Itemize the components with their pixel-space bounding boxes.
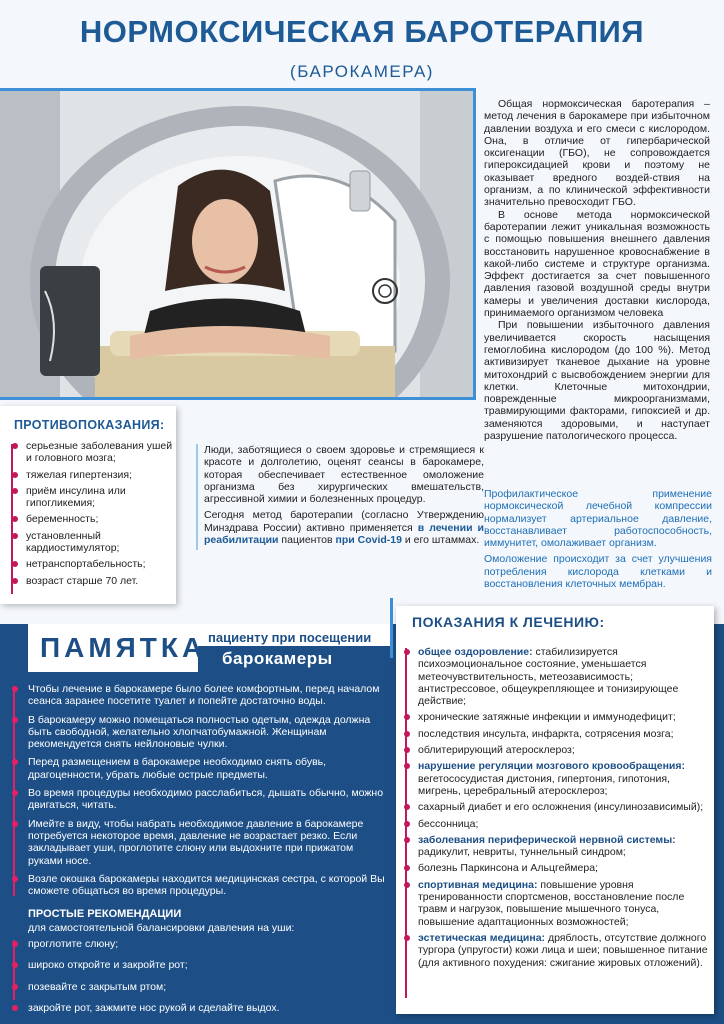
recommendation-item: проглотите слюну; <box>10 938 386 950</box>
recommendation-item: позевайте с закрытым ртом; <box>10 981 386 993</box>
middle-text <box>196 444 484 550</box>
contraindication-item: приём инсулина или гипогликемия; <box>8 485 174 510</box>
memo-item: В барокамеру можно помещаться полностью одетым, одежда должна быть свободной, желательно хлопчатобумажной. Женщинам рекомендуется снять нейлоновые чулки. <box>10 714 386 751</box>
prophylaxis-paragraph-2: Омоложение происходит за счет улучшения потребления кислорода клетками и восстановления клеточных мембран. <box>484 553 712 591</box>
contraindications-list <box>8 440 174 591</box>
indications-accent <box>390 598 393 658</box>
indication-item: последствия инсульта, инфаркта, сотрясения мозга; <box>402 728 708 740</box>
middle-p2-end: и его штаммах. <box>401 534 480 547</box>
contraindication-item: возраст старше 70 лет. <box>8 575 174 587</box>
indications-list <box>402 646 708 973</box>
recommendations-list <box>10 938 386 1023</box>
memo-subtitle-1: пациенту при посещении <box>208 630 372 645</box>
middle-p2-mid: пациентов <box>278 534 333 547</box>
recommendation-item: закройте рот, зажмите нос рукой и сделайте выдох. <box>10 1002 386 1014</box>
memo-subtitle-2: барокамеры <box>222 649 333 668</box>
memo-item: Перед размещением в барокамере необходимо снять обувь, драгоценности, убрать любые острые предметы. <box>10 756 386 781</box>
middle-paragraph-2 <box>204 509 484 546</box>
indication-item: эстетическая медицина: дряблость, отсутствие должного тургора (упругости) кожи лица и шеи; повышенное питание (для активного похудения: сжигание жировых отложений). <box>402 932 708 969</box>
memo-list <box>10 683 386 903</box>
memo-item: Во время процедуры необходимо расслабиться, дышать обычно, можно двигаться, читать. <box>10 787 386 812</box>
indication-item: нарушение регуляции мозгового кровообращения: вегетососудистая дистония, гипертония, гипотония, мигрень, церебральный атеросклероз; <box>402 760 708 797</box>
intro-text <box>484 98 710 442</box>
indication-item: заболевания периферической нервной системы: радикулит, невриты, туннельный синдром; <box>402 834 708 859</box>
contraindication-item: нетранспортабельность; <box>8 558 174 570</box>
prophylaxis-text <box>484 488 712 594</box>
contraindication-item: установленный кардиостимулятор; <box>8 530 174 555</box>
indication-item: бессонница; <box>402 818 708 830</box>
intro-paragraph-3: При повышении избыточного давления увеличивается скорость насыщения гемоглобина кислородом (до 100 %). Метод активизирует тканевое дыхание на уровне митохондрий с высвобождением энергии для клетки. Клеточные митохондрии, поврежденные микроорганизмами, травмирующими факторами, гипоксией и др. заменяются здоровыми, и наступает разрушение патологического процесса. <box>484 319 710 443</box>
recommendation-item: широко откройте и закройте рот; <box>10 959 386 971</box>
barochamber-illustration <box>0 91 473 397</box>
prophylaxis-paragraph-1: Профилактическое применение нормоксической лечебной компрессии нормализует артериальное давление, восстанавливает работоспособность, иммунитет, омолаживает организм. <box>484 488 712 550</box>
middle-p2-bold1: в лечении и реабилитации <box>204 521 484 547</box>
indication-item: общее оздоровление: стабилизируется психоэмоциональное состояние, уменьшается метеочувствительность, метеозависимость; антистрессовое, общеукрепляющее и тонизирующее действие; <box>402 646 708 707</box>
contraindication-item: серьезные заболевания ушей и головного мозга; <box>8 440 174 465</box>
contraindications-title: ПРОТИВОПОКАЗАНИЯ: <box>14 418 165 432</box>
page-subtitle: (БАРОКАМЕРА) <box>290 62 434 81</box>
middle-p2-bold2: при Covid-19 <box>332 534 402 547</box>
indications-title: ПОКАЗАНИЯ К ЛЕЧЕНИЮ: <box>412 614 605 630</box>
contraindication-item: беременность; <box>8 513 174 525</box>
intro-paragraph-1: Общая нормоксическая баротерапия – метод лечения в барокамере при избыточном давлении воздуха и его смеси с кислородом. Она, в отличие от гипербарической оксигенации (ГБО), не сопровождается гипероксидацией крови и поэтому не оказывает вредного воздей-ствия на организм, а по клинической эффективности значительно превосходит ГБО. <box>484 98 710 209</box>
intro-paragraph-2: В основе метода нормоксической баротерапии лежит уникальная возможность с помощью повышения внешнего давления восстановить нарушенное кровоснабжение в какой-либо системе и структуре организма. Эффект достигается за счет повышенного давления газовой воздушной среды внутри камеры и увеличения доставки кислорода, принимаемого организмом человека <box>484 208 710 320</box>
memo-item: Возле окошка барокамеры находится медицинская сестра, с которой Вы сможете общаться во время процедуры. <box>10 873 386 898</box>
middle-paragraph-1: Люди, заботящиеся о своем здоровье и стремящиеся к красоте и долголетию, оценят сеансы в барокамере, которая обеспечивает естественное омоложение организма без хирургических вмешательств, агрессивной химии и болезненных процедур. <box>204 444 484 506</box>
indication-item: хронические затяжные инфекции и иммунодефицит; <box>402 711 708 723</box>
memo-item: Имейте в виду, чтобы набрать необходимое давление в барокамере потребуется некоторое время, давление не возрастает резко. Если закладывает уши, проглотите слюну или выдохните при прижатом руками носе. <box>10 818 386 867</box>
memo-item: Чтобы лечение в барокамере было более комфортным, перед началом сеанса заранее посетите туалет и попейте достаточно воды. <box>10 683 386 708</box>
page-title: НОРМОКСИЧЕСКАЯ БАРОТЕРАПИЯ <box>79 14 645 49</box>
indication-item: облитерирующий атеросклероз; <box>402 744 708 756</box>
indication-item: болезнь Паркинсона и Альцгеймера; <box>402 862 708 874</box>
recommendations-subtitle: для самостоятельной балансировки давления на уши: <box>28 922 295 934</box>
indication-item: спортивная медицина: повышение уровня тренированности спортсменов, восстановление после травм и нагрузок, повышение мышечного тонуса, повышение адаптационных возможностей; <box>402 879 708 928</box>
indication-item: сахарный диабет и его осложнения (инсулинозависимый); <box>402 801 708 813</box>
memo-title: ПАМЯТКА <box>40 632 207 663</box>
barochamber-photo <box>0 88 476 400</box>
contraindication-item: тяжелая гипертензия; <box>8 469 174 481</box>
middle-p2-start: Сегодня метод баротерапии (согласно Утверждению Минздрава России) активно применяется <box>204 509 484 534</box>
recommendations-title: ПРОСТЫЕ РЕКОМЕНДАЦИИ <box>28 908 182 920</box>
